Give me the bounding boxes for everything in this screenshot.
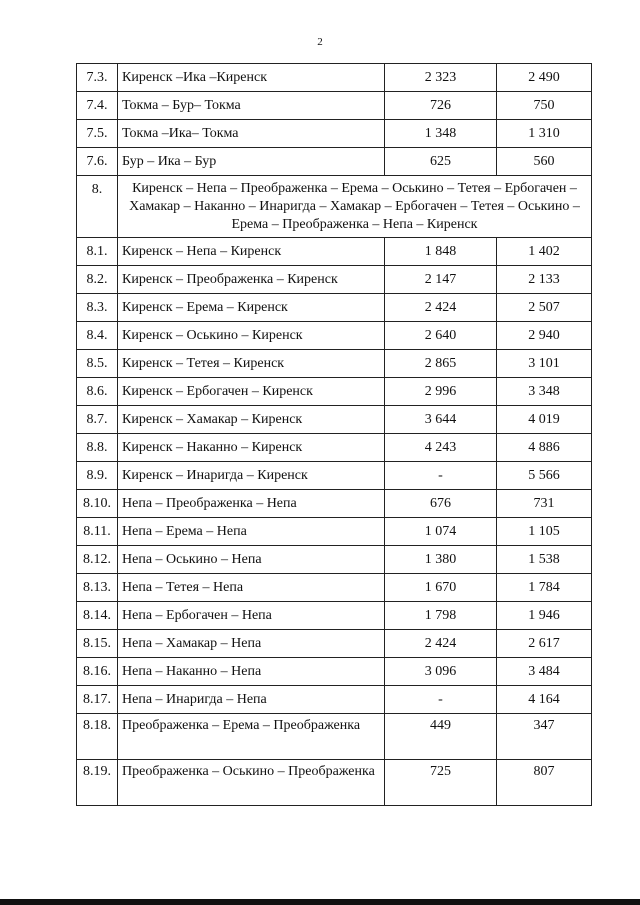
row-number: 8.10. [77, 490, 118, 518]
value-b: 2 940 [497, 322, 592, 350]
value-b: 1 946 [497, 602, 592, 630]
value-b: 1 310 [497, 120, 592, 148]
route-name: Бур – Ика – Бур [118, 148, 385, 176]
route-name: Непа – Ербогачен – Непа [118, 602, 385, 630]
table-row [77, 238, 592, 266]
row-number: 8.2. [77, 266, 118, 294]
value-b: 3 348 [497, 378, 592, 406]
row-number: 8.4. [77, 322, 118, 350]
route-name: Киренск – Оськино – Киренск [118, 322, 385, 350]
value-a: 1 074 [385, 518, 497, 546]
table-row [77, 266, 592, 294]
value-a: 1 380 [385, 546, 497, 574]
value-a: - [385, 462, 497, 490]
value-a: 4 243 [385, 434, 497, 462]
value-b: 1 784 [497, 574, 592, 602]
row-number: 7.5. [77, 120, 118, 148]
table-row [77, 518, 592, 546]
route-name: Киренск – Хамакар – Киренск [118, 406, 385, 434]
row-number: 8.12. [77, 546, 118, 574]
value-a: 725 [385, 760, 497, 806]
scan-edge [0, 899, 640, 905]
row-number: 8.7. [77, 406, 118, 434]
table-row [77, 434, 592, 462]
route-name: Токма – Бур– Токма [118, 92, 385, 120]
value-a: 1 670 [385, 574, 497, 602]
value-b: 2 507 [497, 294, 592, 322]
route-name: Непа – Инаригда – Непа [118, 686, 385, 714]
value-a: 2 996 [385, 378, 497, 406]
value-a: 726 [385, 92, 497, 120]
table-row [77, 294, 592, 322]
table-row [77, 490, 592, 518]
value-b: 2 490 [497, 64, 592, 92]
value-b: 2 617 [497, 630, 592, 658]
value-a: - [385, 686, 497, 714]
value-a: 1 798 [385, 602, 497, 630]
route-name: Киренск – Преображенка – Киренск [118, 266, 385, 294]
route-table [76, 63, 592, 806]
value-b: 347 [497, 714, 592, 760]
route-name: Киренск – Ербогачен – Киренск [118, 378, 385, 406]
value-a: 2 865 [385, 350, 497, 378]
route-name: Киренск – Инаригда – Киренск [118, 462, 385, 490]
table-row [77, 686, 592, 714]
route-name: Киренск – Наканно – Киренск [118, 434, 385, 462]
value-a: 2 323 [385, 64, 497, 92]
row-number: 7.6. [77, 148, 118, 176]
row-number: 8.17. [77, 686, 118, 714]
route-name: Киренск – Ерема – Киренск [118, 294, 385, 322]
row-number: 8.8. [77, 434, 118, 462]
row-number: 8.19. [77, 760, 118, 806]
row-number: 7.3. [77, 64, 118, 92]
value-a: 1 848 [385, 238, 497, 266]
value-b: 807 [497, 760, 592, 806]
table-row [77, 546, 592, 574]
value-a: 2 147 [385, 266, 497, 294]
table-row [77, 462, 592, 490]
row-number: 8.3. [77, 294, 118, 322]
value-a: 2 640 [385, 322, 497, 350]
value-b: 1 538 [497, 546, 592, 574]
row-number: 7.4. [77, 92, 118, 120]
route-name: Непа – Преображенка – Непа [118, 490, 385, 518]
table-row [77, 148, 592, 176]
value-b: 5 566 [497, 462, 592, 490]
value-a: 3 644 [385, 406, 497, 434]
row-number: 8.14. [77, 602, 118, 630]
route-name: Преображенка – Ерема – Преображенка [118, 714, 385, 760]
route-name: Киренск – Непа – Киренск [118, 238, 385, 266]
table-row [77, 120, 592, 148]
row-number: 8.15. [77, 630, 118, 658]
value-b: 4 886 [497, 434, 592, 462]
row-number: 8.9. [77, 462, 118, 490]
value-a: 2 424 [385, 294, 497, 322]
group-title: Киренск – Непа – Преображенка – Ерема – Оськино – Тетея – Ербогачен – Хамакар – Наканно – Инаригда – Хамакар – Ербогачен – Тетея – Оськино – Ерема – Преображенка – Непа – Киренск [118, 176, 592, 238]
table-row [77, 658, 592, 686]
row-number: 8.1. [77, 238, 118, 266]
route-name: Преображенка – Оськино – Преображенка [118, 760, 385, 806]
value-b: 4 019 [497, 406, 592, 434]
value-b: 2 133 [497, 266, 592, 294]
value-a: 449 [385, 714, 497, 760]
table-row [77, 574, 592, 602]
table-row [77, 406, 592, 434]
route-table-body [77, 64, 592, 806]
table-row [77, 714, 592, 760]
row-number: 8.18. [77, 714, 118, 760]
table-row [77, 92, 592, 120]
route-name: Токма –Ика– Токма [118, 120, 385, 148]
value-b: 731 [497, 490, 592, 518]
table-row [77, 176, 592, 238]
route-name: Киренск – Тетея – Киренск [118, 350, 385, 378]
value-b: 3 484 [497, 658, 592, 686]
value-a: 676 [385, 490, 497, 518]
route-name: Непа – Оськино – Непа [118, 546, 385, 574]
row-number: 8.11. [77, 518, 118, 546]
value-a: 3 096 [385, 658, 497, 686]
value-a: 1 348 [385, 120, 497, 148]
table-row [77, 322, 592, 350]
table-row [77, 64, 592, 92]
row-number: 8.16. [77, 658, 118, 686]
table-row [77, 350, 592, 378]
row-number: 8.6. [77, 378, 118, 406]
value-b: 1 402 [497, 238, 592, 266]
value-b: 560 [497, 148, 592, 176]
row-number: 8.5. [77, 350, 118, 378]
route-name: Непа – Тетея – Непа [118, 574, 385, 602]
value-a: 2 424 [385, 630, 497, 658]
route-name: Непа – Наканно – Непа [118, 658, 385, 686]
table-row [77, 630, 592, 658]
value-b: 4 164 [497, 686, 592, 714]
route-name: Киренск –Ика –Киренск [118, 64, 385, 92]
route-name: Непа – Хамакар – Непа [118, 630, 385, 658]
value-b: 1 105 [497, 518, 592, 546]
value-b: 3 101 [497, 350, 592, 378]
row-number: 8.13. [77, 574, 118, 602]
table-row [77, 602, 592, 630]
value-a: 625 [385, 148, 497, 176]
table-row [77, 760, 592, 806]
page-number: 2 [317, 36, 323, 48]
value-b: 750 [497, 92, 592, 120]
table-row [77, 378, 592, 406]
row-number: 8. [77, 176, 118, 238]
route-name: Непа – Ерема – Непа [118, 518, 385, 546]
